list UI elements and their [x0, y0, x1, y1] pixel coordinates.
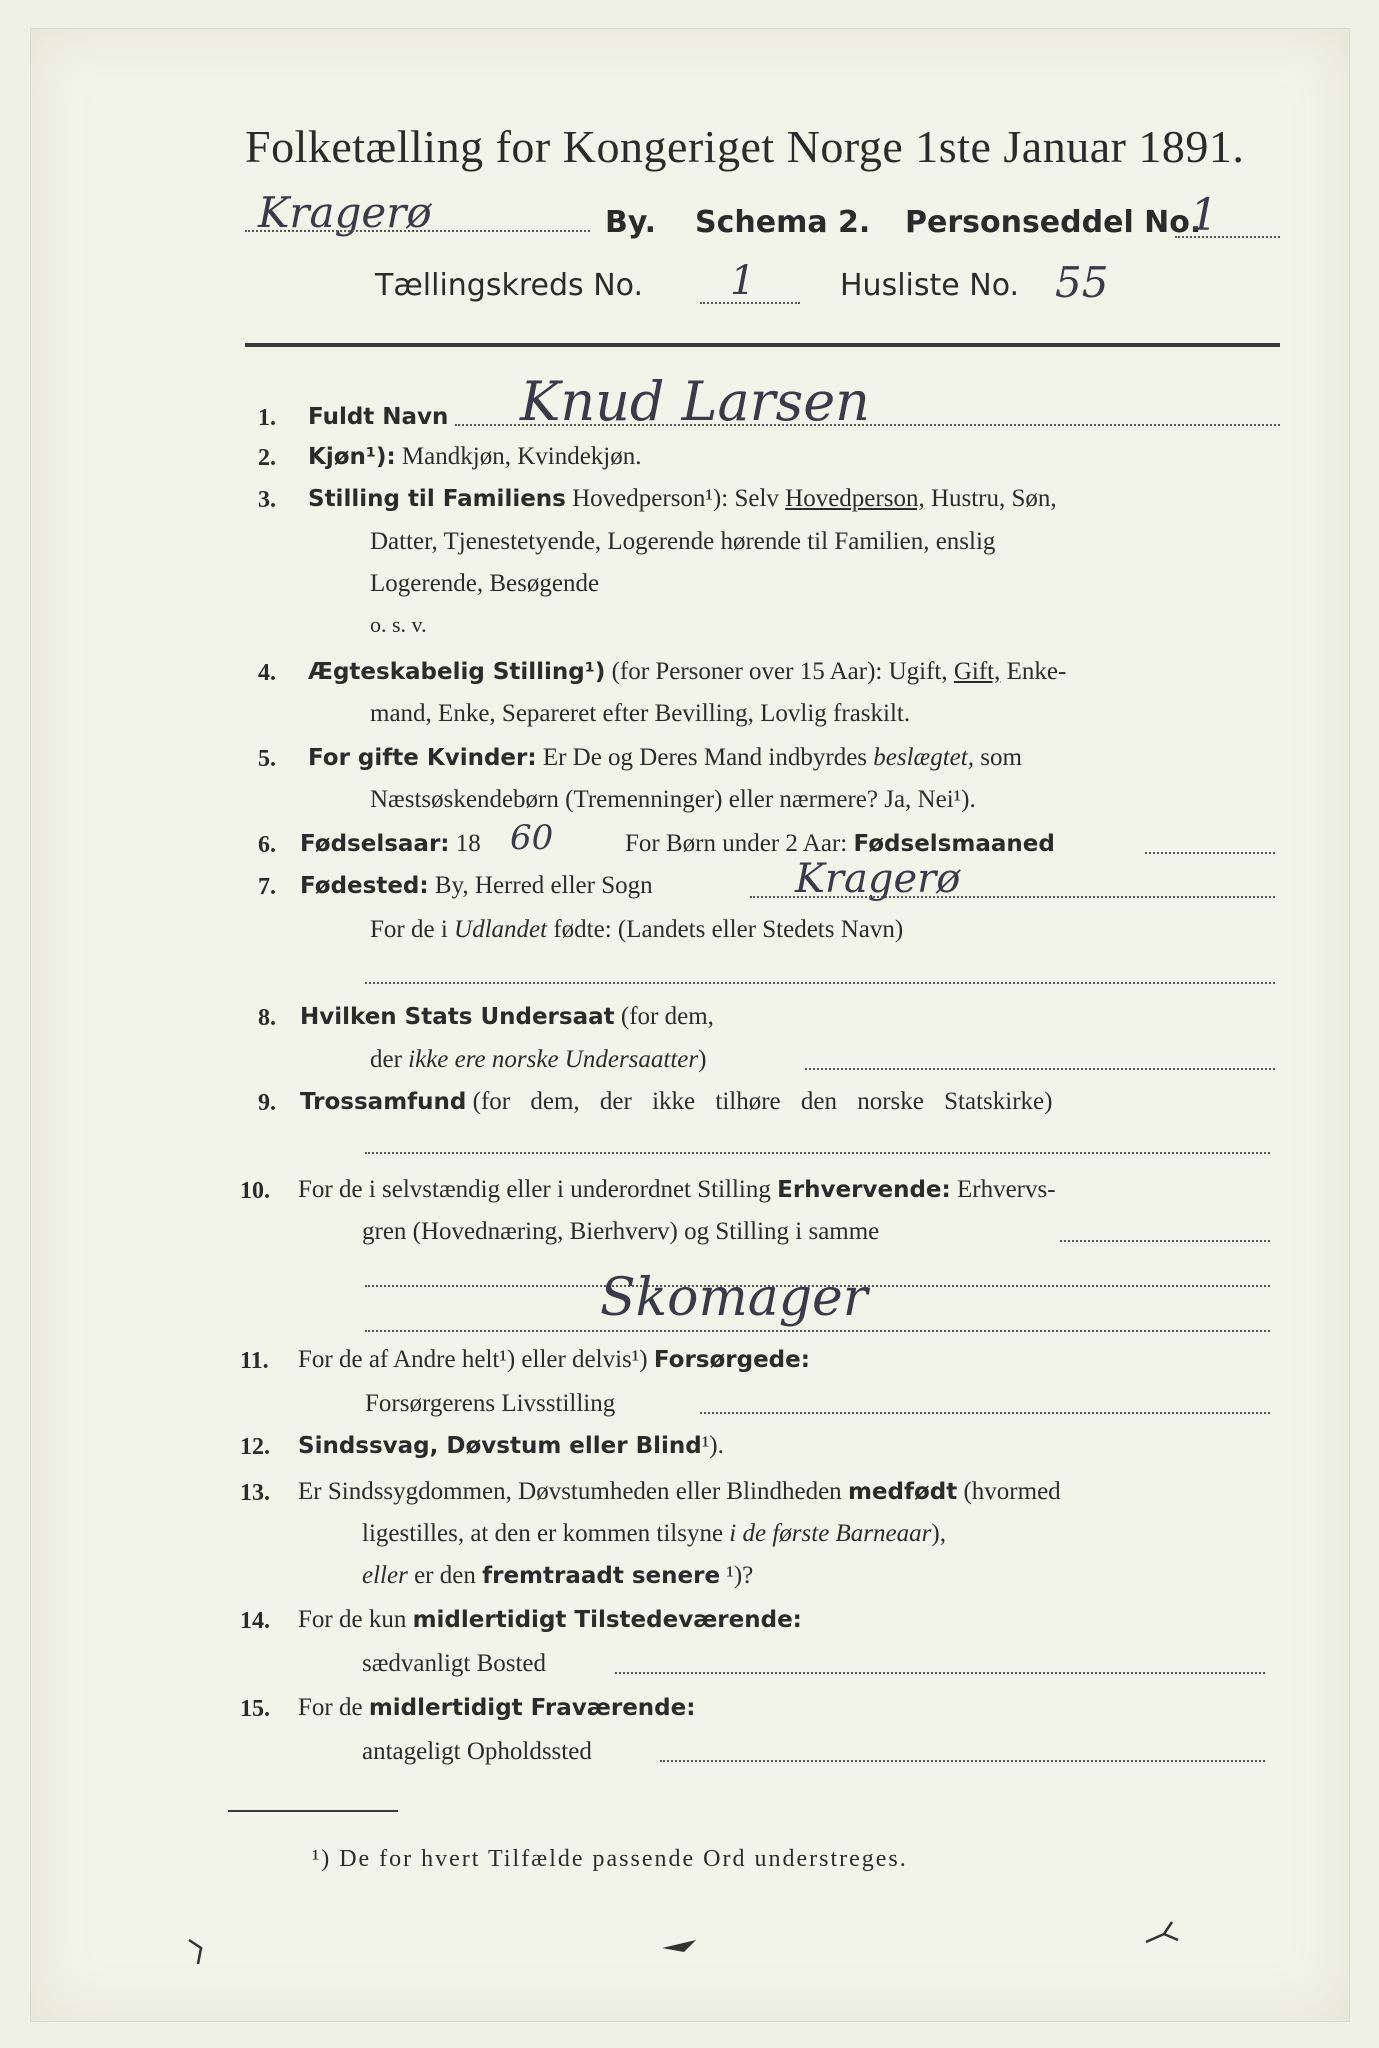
item-number: 4.	[258, 660, 276, 686]
q2-label: Kjøn¹):	[308, 444, 396, 470]
q10-dotted-line-3	[365, 1330, 1270, 1332]
item-number: 6.	[258, 832, 276, 858]
right-mark-icon	[1142, 1918, 1182, 1948]
q14-line1	[298, 1606, 802, 1634]
q6-text: For Børn under 2 Aar:	[625, 830, 848, 857]
q15-line1	[298, 1694, 695, 1722]
q3-line3: Logerende, Besøgende	[370, 570, 600, 597]
item-number: 14.	[240, 1608, 270, 1634]
q12-text: ¹).	[701, 1432, 724, 1459]
q3-text-c: Hustru, Søn,	[930, 485, 1057, 512]
q14-dotted-line	[615, 1672, 1265, 1674]
q3-text-b-underlined: Hovedperson,	[785, 485, 925, 512]
q11-label: Forsørgede:	[653, 1347, 810, 1373]
q15-line2: antageligt Opholdssted	[362, 1738, 592, 1765]
q6-dotted-line	[1145, 852, 1275, 854]
kreds-number: 1	[730, 258, 756, 304]
item-number: 13.	[240, 1480, 270, 1506]
kreds-label: Tællingskreds No.	[375, 268, 643, 303]
q13-line3-a: eller	[362, 1562, 408, 1589]
q3-label: Stilling til Familiens	[308, 486, 566, 512]
q3-line2: Datter, Tjenestetyende, Logerende hørende til Familien, enslig	[370, 528, 996, 555]
q13-text-b: (hvormed	[963, 1478, 1061, 1505]
q7-line2-c: fødte: (Landets eller Stedets Navn)	[553, 916, 904, 943]
q13-line2	[362, 1520, 946, 1548]
personseddel-dotted-line	[1175, 236, 1280, 238]
q7-text: By, Herred eller Sogn	[434, 872, 653, 899]
q10-dotted-line	[1060, 1240, 1270, 1242]
kreds-dotted-line	[700, 302, 800, 304]
q5-line1	[308, 744, 1022, 772]
q6-prefix: 18	[455, 830, 481, 857]
q14-label: midlertidigt Tilstedeværende:	[412, 1607, 802, 1633]
q15-dotted-line	[660, 1760, 1265, 1762]
q5-text-b: beslægtet,	[873, 744, 974, 771]
q10-text2: Erhvervs-	[956, 1176, 1056, 1203]
q8-line2	[370, 1046, 706, 1074]
q8-line1	[300, 1003, 714, 1031]
item-number: 12.	[240, 1434, 270, 1460]
personseddel-number: 1	[1190, 190, 1218, 241]
q4-line1	[308, 658, 1066, 686]
item-number: 5.	[258, 746, 276, 772]
q13-line3	[362, 1562, 753, 1590]
q13-line2-b: i de første Barneaar	[729, 1520, 932, 1547]
q11-line1	[298, 1346, 810, 1374]
q8-line2-a: der	[370, 1046, 402, 1073]
item-number: 9.	[258, 1090, 276, 1116]
q9-label: Trossamfund	[300, 1089, 467, 1115]
item-number: 1.	[258, 405, 276, 431]
item-number: 15.	[240, 1696, 270, 1722]
q13-line3-b: er den	[414, 1562, 476, 1589]
q4-line2: mand, Enke, Separeret efter Bevilling, Lovlig fraskilt.	[370, 700, 911, 727]
personseddel-label: Personseddel No.	[905, 205, 1202, 240]
corner-mark-icon	[186, 1936, 216, 1966]
q1-label: Fuldt Navn	[308, 404, 449, 430]
q15-label: midlertidigt Fraværende:	[368, 1695, 696, 1721]
footnote-rule	[228, 1810, 398, 1812]
q13-line1	[298, 1478, 1061, 1506]
q3-line4: o. s. v.	[370, 612, 427, 637]
q13-label: medfødt	[847, 1479, 958, 1505]
q14-text: For de kun	[298, 1606, 407, 1633]
q5-line2: Næstsøskendebørn (Tremenninger) eller nærmere? Ja, Nei¹).	[370, 786, 976, 813]
q13-line2-a: ligestilles, at den er kommen tilsyne	[362, 1520, 724, 1547]
q7-line2	[370, 916, 903, 944]
q7-dotted-line-2	[365, 982, 1275, 984]
q5-text-c: som	[980, 744, 1022, 771]
item-number: 10.	[240, 1178, 270, 1204]
town-handwritten: Kragerø	[258, 188, 432, 237]
q11-dotted-line	[700, 1412, 1270, 1414]
q10-line1	[298, 1176, 1056, 1204]
husliste-number: 55	[1055, 258, 1109, 307]
q13-line2-c: ),	[931, 1520, 946, 1547]
town-dotted-line	[245, 230, 590, 232]
item-number: 3.	[258, 487, 276, 513]
q11-line2: Forsørgerens Livsstilling	[365, 1390, 616, 1417]
q4-text-b-underlined: Gift,	[953, 658, 1001, 685]
q7-line2-b: Udlandet	[454, 916, 548, 943]
q10-label: Erhvervende:	[777, 1177, 951, 1203]
q4-text-c: Enke-	[1006, 658, 1067, 685]
q8-label: Hvilken Stats Undersaat	[300, 1004, 615, 1030]
footnote: ¹) De for hvert Tilfælde passende Ord understreges.	[312, 1846, 908, 1872]
q9-dotted-line	[365, 1152, 1270, 1154]
q3-line1	[308, 485, 1057, 513]
q8-dotted-line	[805, 1068, 1275, 1070]
q5-text-a: Er De og Deres Mand indbyrdes	[542, 744, 868, 771]
q13-line3-c: ¹)?	[726, 1562, 754, 1589]
q8-line2-c: )	[698, 1046, 707, 1073]
q15-text: For de	[298, 1694, 363, 1721]
q9-text: (for dem, der ikke tilhøre den norske Statskirke)	[472, 1088, 1053, 1115]
q6-answer: 60	[510, 818, 554, 858]
q10-line2: gren (Hovednæring, Bierhverv) og Stilling i samme	[362, 1218, 880, 1245]
q8-line2-b: ikke ere norske Undersaatter	[408, 1046, 699, 1073]
q3-text-a: Hovedperson¹): Selv	[572, 485, 779, 512]
q13-line3-label: fremtraadt senere	[482, 1563, 721, 1589]
schema-label: Schema 2.	[695, 205, 871, 240]
q1-answer: Knud Larsen	[520, 370, 870, 433]
q6-line-b	[625, 830, 1055, 858]
q7-dotted-line	[750, 896, 1275, 898]
item-number: 11.	[240, 1348, 269, 1374]
q2-text: Mandkjøn, Kvindekjøn.	[401, 443, 642, 470]
q12-line	[298, 1432, 724, 1460]
q14-line2: sædvanligt Bosted	[362, 1650, 547, 1677]
q7-answer: Kragerø	[795, 856, 961, 902]
item-number: 7.	[258, 874, 276, 900]
q10-answer: Skomager	[600, 1268, 868, 1328]
header-rule	[245, 343, 1280, 347]
q7-line1	[300, 872, 653, 900]
q13-text-a: Er Sindssygdommen, Døvstumheden eller Blindheden	[298, 1478, 842, 1505]
q6-label: Fødselsaar:	[300, 831, 450, 857]
q7-line2-a: For de i	[370, 916, 448, 943]
q7-label: Fødested:	[300, 873, 429, 899]
q12-label: Sindssvag, Døvstum eller Blind	[298, 1433, 702, 1459]
q6-label2: Fødselsmaaned	[853, 831, 1055, 857]
q2-line	[308, 443, 642, 471]
q6-line	[300, 830, 481, 858]
form-title: Folketælling for Kongeriget Norge 1ste Januar 1891.	[245, 121, 1245, 172]
item-number: 8.	[258, 1005, 276, 1031]
q9-line	[300, 1088, 1052, 1116]
q5-label: For gifte Kvinder:	[308, 745, 537, 771]
item-number: 2.	[258, 445, 276, 471]
q4-label: Ægteskabelig Stilling¹)	[308, 659, 606, 685]
q8-text: (for dem,	[620, 1003, 714, 1030]
q10-text: For de i selvstændig eller i underordnet Stilling	[298, 1176, 771, 1203]
by-label: By.	[605, 205, 657, 240]
q4-text-a: (for Personer over 15 Aar): Ugift,	[611, 658, 948, 685]
q11-text: For de af Andre helt¹) eller delvis¹)	[298, 1346, 648, 1373]
center-mark-icon	[660, 1936, 700, 1956]
husliste-label: Husliste No.	[840, 268, 1020, 303]
